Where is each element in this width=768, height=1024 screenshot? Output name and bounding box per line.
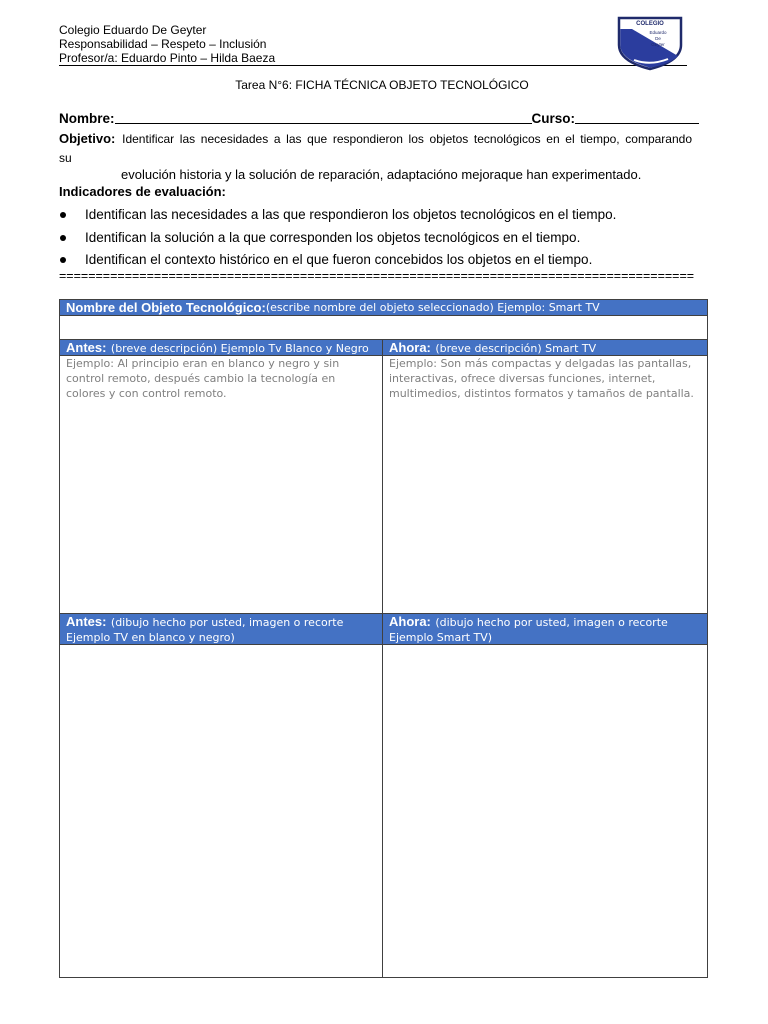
- school-header: [59, 23, 687, 66]
- separator-line: =======================================================================================: [59, 269, 695, 283]
- now-description-header: [383, 340, 707, 355]
- now-drawing-area[interactable]: [383, 645, 707, 977]
- course-label: Curso:: [531, 111, 575, 126]
- now-label: Ahora:: [389, 340, 431, 355]
- list-item: [59, 207, 699, 230]
- objective-text: Identificar las necesidades a las que respondieron los objetos tecnológicos en el tiempo, comparando: [122, 132, 692, 146]
- object-name-hint: (escribe nombre del objeto seleccionado) Ejemplo: Smart TV: [265, 301, 600, 314]
- before-example-line: colores y con control remoto.: [66, 387, 227, 400]
- before-description-field[interactable]: [60, 356, 383, 613]
- now-description-hint: (breve descripción) Smart TV: [435, 342, 597, 355]
- before-label: Antes:: [66, 340, 107, 355]
- drawing-header-row: [60, 614, 707, 645]
- bullet-icon: [60, 212, 66, 218]
- school-logo: [614, 15, 686, 71]
- description-header-row: [60, 340, 707, 356]
- bullet-icon: [60, 257, 66, 263]
- description-row: [60, 356, 707, 614]
- before-drawing-label: Antes:: [66, 614, 107, 629]
- student-info-row: [59, 111, 699, 127]
- school-values: Responsabilidad – Respeto – Inclusión: [59, 37, 267, 51]
- now-description-field[interactable]: [383, 356, 707, 613]
- logo-name-line: De: [655, 36, 661, 41]
- before-drawing-area[interactable]: [60, 645, 383, 977]
- indicator-text: Identifican las necesidades a las que respondieron los objetos tecnológicos en el tiempo.: [85, 207, 617, 222]
- name-field[interactable]: [115, 123, 532, 124]
- technical-sheet-table: [59, 299, 708, 978]
- school-name: Colegio Eduardo De Geyter: [59, 23, 207, 37]
- object-name-field[interactable]: [60, 316, 707, 340]
- list-item: [59, 230, 699, 253]
- now-drawing-header: [383, 614, 707, 644]
- before-drawing-hint: Ejemplo TV en blanco y negro): [66, 631, 235, 644]
- objective-label: Objetivo:: [59, 131, 116, 146]
- objective-text-continued: evolución historia y la solución de reparación, adaptacióno mejoraque han experimentado.: [121, 167, 642, 182]
- before-example-line: control remoto, después cambio la tecnología en: [66, 372, 336, 385]
- now-example-line: multimedios, distintos formatos y tamaños de pantalla.: [389, 387, 694, 400]
- indicators-heading: Indicadores de evaluación:: [59, 184, 226, 199]
- now-example-line: interactivas, ofrece diversas funciones, internet,: [389, 372, 656, 385]
- now-drawing-hint: (dibujo hecho por usted, imagen o recorte: [435, 616, 668, 629]
- logo-name-line: Geyter: [651, 42, 665, 47]
- assignment-title: Tarea N°6: FICHA TÉCNICA OBJETO TECNOLÓGICO: [235, 78, 529, 92]
- object-name-label: Nombre del Objeto Tecnológico:: [66, 300, 266, 315]
- before-drawing-header: [60, 614, 383, 644]
- logo-name-line: Eduardo: [649, 30, 667, 35]
- logo-title: COLEGIO: [636, 21, 664, 27]
- drawing-row: [60, 645, 707, 977]
- name-label: Nombre:: [59, 111, 115, 126]
- objective-line: [59, 131, 692, 147]
- before-drawing-hint: (dibujo hecho por usted, imagen o recorte: [110, 616, 344, 629]
- now-example-line: Ejemplo: Son más compactas y delgadas las pantallas,: [389, 357, 692, 370]
- teacher-names: Profesor/a: Eduardo Pinto – Hilda Baeza: [59, 51, 276, 65]
- bullet-icon: [60, 235, 66, 241]
- indicator-text: Identifican el contexto histórico en el que fueron concebidos los objetos en el tiempo.: [85, 252, 593, 267]
- course-field[interactable]: [575, 123, 699, 124]
- object-name-header: [60, 300, 707, 316]
- now-drawing-label: Ahora:: [389, 614, 431, 629]
- before-description-hint: (breve descripción) Ejemplo Tv Blanco y Negro: [110, 342, 369, 355]
- objective-text-continued: su: [59, 151, 72, 165]
- indicators-list: [59, 207, 699, 275]
- indicator-text: Identifican la solución a la que corresponden los objetos tecnológicos en el tiempo.: [85, 229, 581, 245]
- before-example-line: Ejemplo: Al principio eran en blanco y negro y sin: [66, 357, 340, 370]
- now-drawing-hint: Ejemplo Smart TV): [389, 631, 493, 644]
- before-description-header: [60, 340, 383, 355]
